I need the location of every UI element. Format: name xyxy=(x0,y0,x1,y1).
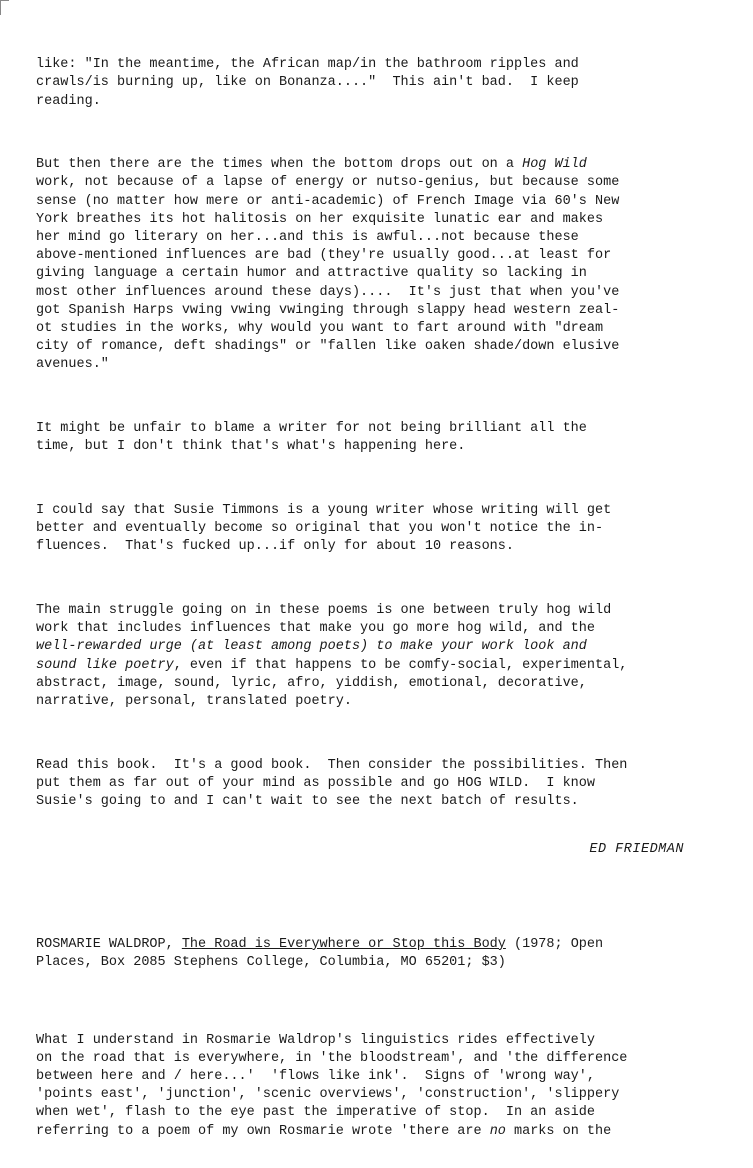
text-line: put them as far out of your mind as possible and go HOG WILD. I know xyxy=(36,775,595,791)
spacer xyxy=(36,999,726,1013)
text-line xyxy=(36,1123,726,1141)
text-line: ot studies in the works, why would you want to fart around with "dream xyxy=(36,321,604,337)
text-fragment: referring to a poem of my own Rosmarie wrote 'there are xyxy=(36,1123,490,1139)
text-line: 'points east', 'junction', 'scenic overviews', 'construction', 'slippery xyxy=(36,1087,620,1103)
text-fragment: But then there are the times when the bottom drops out on a xyxy=(36,157,523,173)
text-line: above-mentioned influences are bad (they're usually good...at least for xyxy=(36,248,612,264)
text-line: avenues." xyxy=(36,357,109,373)
text-line: The main struggle going on in these poems is one between truly hog wild xyxy=(36,602,612,618)
text-line: narrative, personal, translated poetry. xyxy=(36,693,352,709)
document-page xyxy=(36,38,726,1168)
text-line: her mind go literary on her...and this is awful...not because these xyxy=(36,230,579,246)
review-author: ROSMARIE WALDROP, xyxy=(36,936,182,952)
paragraph-2 xyxy=(36,138,726,393)
text-line: when wet', flash to the eye past the imperative of stop. In an aside xyxy=(36,1105,595,1121)
paragraph-3 xyxy=(36,402,726,475)
paragraph-1 xyxy=(36,38,726,129)
text-line: crawls/is burning up, like on Bonanza...." This ain't bad. I keep xyxy=(36,75,579,91)
italic-phrase: well-rewarded urge (at least among poets) to make your work look and xyxy=(36,639,587,655)
text-line: on the road that is everywhere, in 'the bloodstream', and 'the difference xyxy=(36,1050,628,1066)
review-body xyxy=(36,1013,726,1159)
text-line: time, but I don't think that's what's happening here. xyxy=(36,439,466,455)
text-line: work, not because of a lapse of energy or nutso-genius, but because some xyxy=(36,175,620,191)
text-line xyxy=(36,638,726,656)
text-line: What I understand in Rosmarie Waldrop's linguistics rides effectively xyxy=(36,1032,595,1048)
text-fragment: , even if that happens to be comfy-social, experimental, xyxy=(173,657,628,673)
section-gap xyxy=(36,860,726,918)
text-line: I could say that Susie Timmons is a young writer whose writing will get xyxy=(36,502,612,518)
text-line: It might be unfair to blame a writer for not being brilliant all the xyxy=(36,421,587,437)
text-line: York breathes its hot halitosis on her exquisite lunatic ear and makes xyxy=(36,211,604,227)
italic-phrase: sound like poetry xyxy=(36,657,174,673)
text-fragment: marks on the xyxy=(505,1123,612,1139)
text-line: got Spanish Harps vwing vwing vwinging through slappy head western zeal- xyxy=(36,302,620,318)
text-line: reading. xyxy=(36,93,101,109)
reviewer-signature: ED FRIEDMAN xyxy=(589,842,684,858)
text-line: between here and / here...' 'flows like ink'. Signs of 'wrong way', xyxy=(36,1068,595,1084)
text-line: most other influences around these days).... It's just that when you've xyxy=(36,284,620,300)
page-corner-mark xyxy=(0,0,9,15)
italic-word: no xyxy=(489,1123,506,1139)
text-line: like: "In the meantime, the African map/in the bathroom ripples and xyxy=(36,57,579,73)
review-book-title: The Road is Everywhere or Stop this Body xyxy=(181,936,506,952)
text-line: Susie's going to and I can't wait to see the next batch of results. xyxy=(36,793,579,809)
paragraph-6 xyxy=(36,738,726,829)
text-line: fluences. That's fucked up...if only for about 10 reasons. xyxy=(36,539,514,555)
publication-info: (1978; Open xyxy=(505,936,604,952)
paragraph-4 xyxy=(36,484,726,575)
text-line: better and eventually become so original that you won't notice the in- xyxy=(36,521,604,537)
text-line: Read this book. It's a good book. Then consider the possibilities. Then xyxy=(36,757,628,773)
text-line xyxy=(36,657,726,675)
text-line: city of romance, deft shadings" or "fallen like oaken shade/down elusive xyxy=(36,339,620,355)
paragraph-5 xyxy=(36,584,726,730)
text-line: work that includes influences that make you go more hog wild, and the xyxy=(36,621,595,637)
text-line: abstract, image, sound, lyric, afro, yiddish, emotional, decorative, xyxy=(36,675,587,691)
book-title-italic: Hog Wild xyxy=(522,157,587,173)
text-line: giving language a certain humor and attractive quality so lacking in xyxy=(36,266,587,282)
text-line: sense (no matter how mere or anti-academic) of French Image via 60's New xyxy=(36,193,620,209)
review-heading xyxy=(36,918,726,991)
text-line xyxy=(36,156,726,174)
text-line xyxy=(36,936,726,954)
text-line: Places, Box 2085 Stephens College, Columbia, MO 65201; $3) xyxy=(36,954,506,970)
